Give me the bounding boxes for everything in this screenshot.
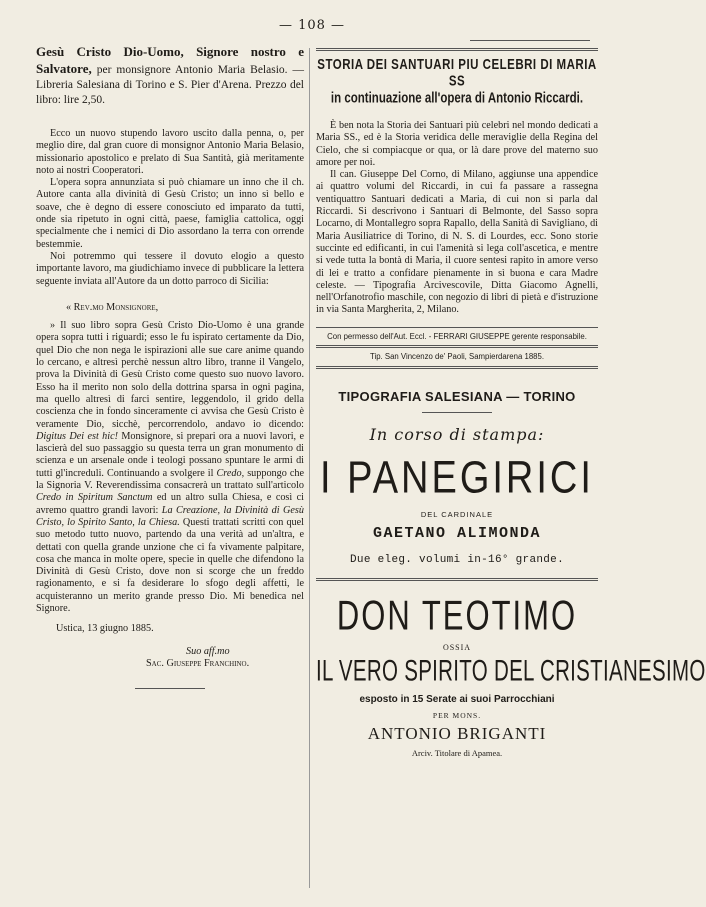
letter-italic: Credo in Spiritum Sanctum xyxy=(36,492,153,504)
letter-text: ed un altro sulla Chiesa, e così ci avremo quattro grandi lavori: xyxy=(36,492,304,516)
book-review-header xyxy=(36,44,304,108)
column-divider xyxy=(309,48,310,888)
ecclesiastical-permission: Con permesso dell'Aut. Eccl. - FERRARI GIUSEPPE gerente responsabile. xyxy=(327,331,587,341)
ad-ossia: OSSIA xyxy=(442,642,472,652)
right-column xyxy=(316,44,706,758)
letter-text: Questi trattati scritti con quel suo metodo tutto nuovo, partendo da una verità ad un'altra, e dettati con quella grande unzione che ci fa vivamente palpitare, cosa che manca in molte opere, specie in quelle che difendono la Divinità di Gesù Cristo, dove non si scorge che un freddo ragionamento, e si fa desiderare lo sfogo degli affetti, le acquisteranno un merito grande presso Dio. Mi benedica nel Signore. xyxy=(36,516,304,614)
letter-closing: Suo aff.mo xyxy=(186,645,230,657)
page-number: — 108 — xyxy=(278,18,346,33)
ad-publisher-heading: TIPOGRAFIA SALESIANA — TORINO xyxy=(338,388,576,404)
santuari-paragraph: Il can. Giuseppe Del Corno, di Milano, aggiunse una appendice ai quattro volumi del Riccardi, in cui fa passare a rassegna ventiquattro Santuari dedicati a Maria, di cui non si parla dal Riccardi. Si descrivono i Santuari di Belmonte, del Sasso sopra Locarno, di Montallegro sopra Rapallo, della Sanità di Savigliano, di Maria Ausiliatrice di Torino, di N. S. di Lourdes, ecc. Sono storie succinte ed edificanti, in cui l'amenità si lega coll'ascetica, e mentre si vede tutta la bontà di Maria, il cuore sentesi rapito in amore verso di lei e tratto a confidare pienamente in sì buona e cara Madre celeste. — Tipografia Arcivescovile, Ditta Giacomo Agnelli, nell'Orfanotrofio maschile, con negozio di libri di pietà e d'istruzione in via Santa Margherita, 2, Milano. xyxy=(316,169,598,316)
letter-body xyxy=(36,320,304,615)
santuari-subtitle: in continuazione all'opera di Antonio Riccardi. xyxy=(330,91,584,107)
letter-italic: Digitus Dei est hic! xyxy=(36,430,118,442)
panegirici-title: I PANEGIRICI xyxy=(320,452,594,503)
letter-date: Ustica, 13 giugno 1885. xyxy=(56,623,154,635)
ad-author-alimonda: GAETANO ALIMONDA xyxy=(372,524,542,542)
don-teotimo-title: DON TEOTIMO xyxy=(336,591,578,639)
ad-author-briganti: ANTONIO BRIGANTI xyxy=(367,723,547,743)
left-column xyxy=(36,44,304,689)
top-rule xyxy=(470,40,590,41)
review-paragraph: L'opera sopra annunziata si può chiamare un inno che il ch. Autore canta alla divinità di Gesù Cristo; un inno sì bello e soave, che è degno di essere conosciuto ed imparato da tutti, onde sia ripetuto in ogni città, paese, famiglia cattolica, oggi specialmente che i nemici di Dio assordano la terra con orrende bestemmie. xyxy=(36,177,304,250)
ad-arciv-apamea: Arciv. Titolare di Apamea. xyxy=(411,747,503,758)
letter-italic: Credo, xyxy=(216,467,245,479)
book-title: Gesù Cristo Dio-Uomo, Signore nostro e Salvatore, xyxy=(36,44,304,76)
printer-line: Tip. San Vincenzo de' Paoli, Sampierdarena 1885. xyxy=(370,351,544,361)
letter-salutation: « Rev.mo Monsignore, xyxy=(66,301,159,313)
review-paragraph: Ecco un nuovo stupendo lavoro uscito dalla penna, o, per meglio dire, dal gran cuore di monsignor Antonio Maria Belasio, missionario apostolico e prelato di Sua Santità, già meritamente noto ai nostri Cooperatori. xyxy=(36,128,304,176)
letter-text: » Il suo libro sopra Gesù Cristo Dio-Uomo è una grande opera sopra tutti i riguardi; esso le fu ispirato certamente da Dio, quel Dio che non nega le ispirazioni alle sue care anime quando lo cercano, e altresì perchè nessun altro libro, tranne il Vangelo, prova la Divinità di Gesù Cristo come questo suo nuovo lavoro. Esso ha il merito non solo della dottrina sparsa in ogni pagina, ma quello altresì di farci sentire, leggendolo, il grido della coscienza che in fondo sinceramente ci avvisa che Gesù Cristo è veramente Dio, sicchè, percorrendolo, andavo io dicendo: xyxy=(36,320,304,430)
in-press-note: In corso di stampa: xyxy=(369,424,545,444)
closing-rule xyxy=(135,688,205,689)
santuari-paragraph: È ben nota la Storia dei Santuari più celebri nel mondo dedicati a Maria SS., ed è la Storia veridica delle meraviglie della Regina del Cielo, che si compiacque or qua, or là dare prove del materno suo amore per noi. xyxy=(316,120,598,168)
letter-italic: La Creazione, la Divinità di Gesù Cristo, lo Spirito Santo, la Chiesa. xyxy=(36,504,304,528)
santuari-title: STORIA DEI SANTUARI PIU CELEBRI DI MARIA SS xyxy=(317,57,597,89)
book-details: per monsignore Antonio Maria Belasio. — Libreria Salesiana di Torino e S. Pier d'Arena. Prezzo del libro: lire 2,50. xyxy=(36,64,304,106)
ad-per-mons: PER MONS. xyxy=(432,710,482,720)
review-paragraph: Noi potremmo qui tessere il dovuto elogio a questo importante lavoro, ma giudichiamo invece di pubblicare la lettera seguente inviata all'Autore da un dotto parroco di Sicilia: xyxy=(36,250,304,287)
letter-signature: Sac. Giuseppe Franchino. xyxy=(146,657,250,669)
letter-text: suppongo che la Signoria V. Reverendissima consacrerà un trattato sull'articolo xyxy=(36,467,304,492)
vero-spirito-title: IL VERO SPIRITO DEL CRISTIANESIMO xyxy=(316,654,706,688)
ad-esposto: esposto in 15 Serate ai suoi Parrocchiani xyxy=(359,693,555,705)
ad-del-cardinale: DEL CARDINALE xyxy=(420,509,494,519)
letter-text: Monsignore, si prepari ora a nuovi lavori, e lascierà del suo passaggio su questa terra un gran monumento di scienza e un arsenale onde i teologi possano spuntare le armi di tutti gl'increduli. Continuando a svolgere il xyxy=(36,430,304,479)
ad-volumes-note: Due eleg. volumi in-16° grande. xyxy=(350,553,564,566)
